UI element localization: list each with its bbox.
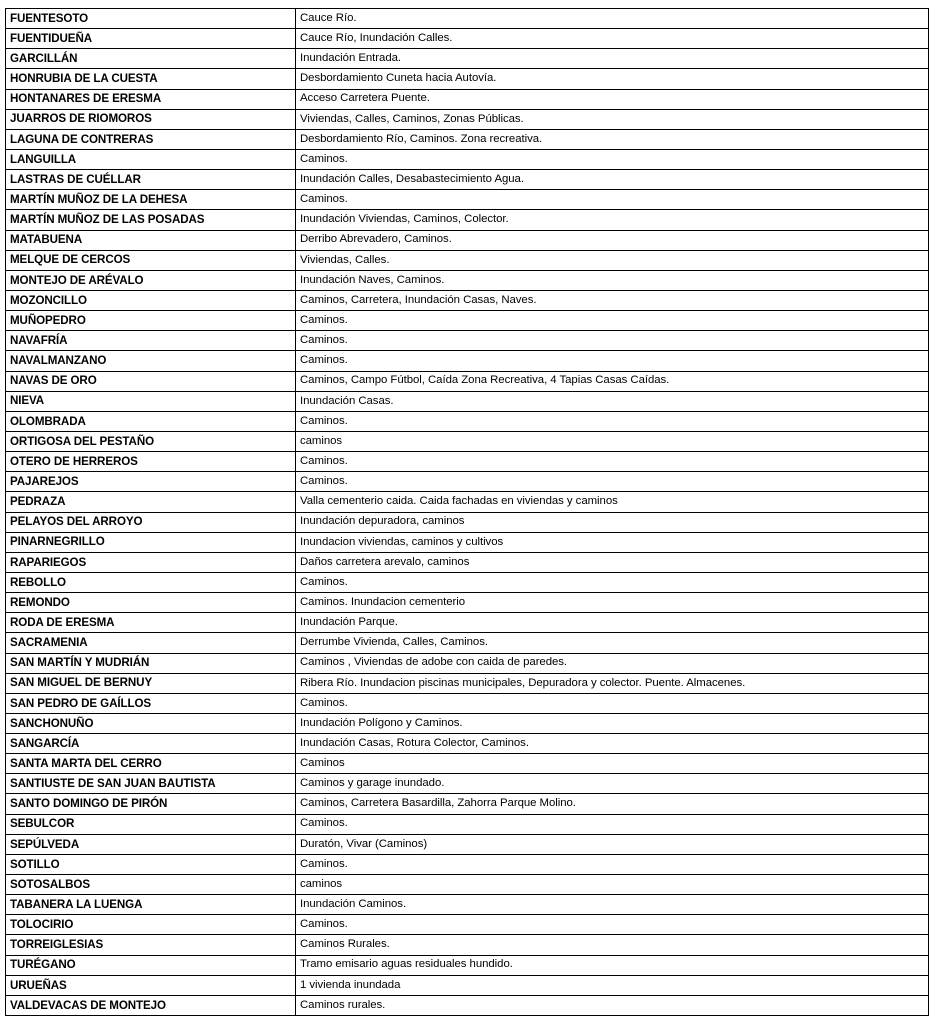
damage-description: Derribo Abrevadero, Caminos. xyxy=(296,230,929,250)
municipality-name: TORREIGLESIAS xyxy=(6,935,296,955)
damage-description: Inundación Parque. xyxy=(296,613,929,633)
municipality-name: RAPARIEGOS xyxy=(6,552,296,572)
table-row xyxy=(6,854,929,874)
damage-description: Caminos y garage inundado. xyxy=(296,774,929,794)
table-row xyxy=(6,391,929,411)
table-row xyxy=(6,230,929,250)
municipality-name: SEBULCOR xyxy=(6,814,296,834)
damage-description: Caminos. xyxy=(296,351,929,371)
municipality-name: OLOMBRADA xyxy=(6,411,296,431)
table-row xyxy=(6,129,929,149)
municipality-name: MATABUENA xyxy=(6,230,296,250)
damage-description: Inundación depuradora, caminos xyxy=(296,512,929,532)
municipality-name: SEPÚLVEDA xyxy=(6,834,296,854)
municipality-name: HONRUBIA DE LA CUESTA xyxy=(6,69,296,89)
damage-description: Caminos. xyxy=(296,693,929,713)
table-row xyxy=(6,290,929,310)
table-row xyxy=(6,754,929,774)
municipality-name: JUARROS DE RIOMOROS xyxy=(6,109,296,129)
damage-description: Viviendas, Calles. xyxy=(296,250,929,270)
municipality-damage-table xyxy=(5,8,929,1016)
municipality-name: NIEVA xyxy=(6,391,296,411)
table-row xyxy=(6,49,929,69)
damage-description: Caminos. xyxy=(296,331,929,351)
table-row xyxy=(6,653,929,673)
municipality-name: MARTÍN MUÑOZ DE LA DEHESA xyxy=(6,190,296,210)
table-row xyxy=(6,149,929,169)
damage-description: Caminos, Campo Fútbol, Caída Zona Recreativa, 4 Tapias Casas Caídas. xyxy=(296,371,929,391)
damage-description: Caminos. Inundacion cementerio xyxy=(296,593,929,613)
table-row xyxy=(6,794,929,814)
damage-description: Caminos. xyxy=(296,190,929,210)
table-row xyxy=(6,734,929,754)
damage-description: Caminos. xyxy=(296,452,929,472)
municipality-name: LANGUILLA xyxy=(6,149,296,169)
table-row xyxy=(6,29,929,49)
municipality-name: NAVAS DE ORO xyxy=(6,371,296,391)
table-row xyxy=(6,351,929,371)
damage-description: Caminos. xyxy=(296,411,929,431)
municipality-name: RODA DE ERESMA xyxy=(6,613,296,633)
municipality-name: FUENTIDUEÑA xyxy=(6,29,296,49)
table-row xyxy=(6,915,929,935)
damage-description: Caminos xyxy=(296,754,929,774)
municipality-name: SAN MIGUEL DE BERNUY xyxy=(6,673,296,693)
damage-description: Caminos. xyxy=(296,572,929,592)
damage-description: Inundación Entrada. xyxy=(296,49,929,69)
municipality-name: SAN PEDRO DE GAÍLLOS xyxy=(6,693,296,713)
municipality-name: SACRAMENIA xyxy=(6,633,296,653)
municipality-name: GARCILLÁN xyxy=(6,49,296,69)
municipality-name: SANTO DOMINGO DE PIRÓN xyxy=(6,794,296,814)
table-row xyxy=(6,814,929,834)
damage-description: Acceso Carretera Puente. xyxy=(296,89,929,109)
damage-description: Inundacion viviendas, caminos y cultivos xyxy=(296,532,929,552)
damage-description: Duratón, Vivar (Caminos) xyxy=(296,834,929,854)
table-row xyxy=(6,512,929,532)
municipality-name: PELAYOS DEL ARROYO xyxy=(6,512,296,532)
table-row xyxy=(6,9,929,29)
damage-description: Caminos. xyxy=(296,814,929,834)
municipality-name: HONTANARES DE ERESMA xyxy=(6,89,296,109)
municipality-name: MONTEJO DE ARÉVALO xyxy=(6,270,296,290)
table-row xyxy=(6,492,929,512)
table-row xyxy=(6,975,929,995)
table-body xyxy=(6,9,929,1016)
damage-description: Inundación Polígono y Caminos. xyxy=(296,713,929,733)
table-row xyxy=(6,552,929,572)
damage-description: Caminos Rurales. xyxy=(296,935,929,955)
table-row xyxy=(6,89,929,109)
table-row xyxy=(6,472,929,492)
damage-description: Caminos, Carretera, Inundación Casas, Naves. xyxy=(296,290,929,310)
damage-description: Caminos rurales. xyxy=(296,995,929,1015)
municipality-name: LAGUNA DE CONTRERAS xyxy=(6,129,296,149)
municipality-name: MARTÍN MUÑOZ DE LAS POSADAS xyxy=(6,210,296,230)
damage-description: Ribera Río. Inundacion piscinas municipales, Depuradora y colector. Puente. Almacenes. xyxy=(296,673,929,693)
table-row xyxy=(6,774,929,794)
table-row xyxy=(6,411,929,431)
table-row xyxy=(6,371,929,391)
municipality-name: VALDEVACAS DE MONTEJO xyxy=(6,995,296,1015)
municipality-name: TABANERA LA LUENGA xyxy=(6,895,296,915)
municipality-name: PEDRAZA xyxy=(6,492,296,512)
damage-description: Caminos, Carretera Basardilla, Zahorra Parque Molino. xyxy=(296,794,929,814)
municipality-name: NAVALMANZANO xyxy=(6,351,296,371)
damage-description: Inundación Naves, Caminos. xyxy=(296,270,929,290)
table-row xyxy=(6,875,929,895)
municipality-name: URUEÑAS xyxy=(6,975,296,995)
municipality-name: REBOLLO xyxy=(6,572,296,592)
municipality-name: NAVAFRÍA xyxy=(6,331,296,351)
table-row xyxy=(6,572,929,592)
municipality-name: SANTIUSTE DE SAN JUAN BAUTISTA xyxy=(6,774,296,794)
damage-description: Valla cementerio caida. Caida fachadas en viviendas y caminos xyxy=(296,492,929,512)
damage-description: Desbordamiento Río, Caminos. Zona recreativa. xyxy=(296,129,929,149)
table-row xyxy=(6,693,929,713)
table-row xyxy=(6,935,929,955)
table-row xyxy=(6,250,929,270)
municipality-name: MUÑOPEDRO xyxy=(6,311,296,331)
damage-description: Caminos. xyxy=(296,915,929,935)
damage-description: Desbordamiento Cuneta hacia Autovía. xyxy=(296,69,929,89)
table-row xyxy=(6,895,929,915)
damage-description: Inundación Calles, Desabastecimiento Agua. xyxy=(296,170,929,190)
table-row xyxy=(6,69,929,89)
municipality-name: LASTRAS DE CUÉLLAR xyxy=(6,170,296,190)
municipality-name: MOZONCILLO xyxy=(6,290,296,310)
municipality-name: TURÉGANO xyxy=(6,955,296,975)
municipality-name: SAN MARTÍN Y MUDRIÁN xyxy=(6,653,296,673)
municipality-name: SANCHONUÑO xyxy=(6,713,296,733)
damage-description: Tramo emisario aguas residuales hundido. xyxy=(296,955,929,975)
damage-description: Derrumbe Vivienda, Calles, Caminos. xyxy=(296,633,929,653)
municipality-name: REMONDO xyxy=(6,593,296,613)
table-row xyxy=(6,109,929,129)
table-row xyxy=(6,170,929,190)
municipality-name: MELQUE DE CERCOS xyxy=(6,250,296,270)
municipality-name: PAJAREJOS xyxy=(6,472,296,492)
table-row xyxy=(6,532,929,552)
damage-description: Inundación Viviendas, Caminos, Colector. xyxy=(296,210,929,230)
table-row xyxy=(6,995,929,1015)
damage-description: Caminos. xyxy=(296,854,929,874)
municipality-name: FUENTESOTO xyxy=(6,9,296,29)
damage-description: caminos xyxy=(296,431,929,451)
municipality-name: ORTIGOSA DEL PESTAÑO xyxy=(6,431,296,451)
damage-description: Inundación Casas. xyxy=(296,391,929,411)
municipality-name: OTERO DE HERREROS xyxy=(6,452,296,472)
table-row xyxy=(6,431,929,451)
table-row xyxy=(6,834,929,854)
damage-description: Daños carretera arevalo, caminos xyxy=(296,552,929,572)
municipality-name: SANGARCÍA xyxy=(6,734,296,754)
damage-description: 1 vivienda inundada xyxy=(296,975,929,995)
damage-description: caminos xyxy=(296,875,929,895)
municipality-name: PINARNEGRILLO xyxy=(6,532,296,552)
table-row xyxy=(6,190,929,210)
damage-description: Caminos. xyxy=(296,472,929,492)
damage-description: Caminos. xyxy=(296,149,929,169)
damage-description: Caminos , Viviendas de adobe con caida de paredes. xyxy=(296,653,929,673)
damage-description: Cauce Río. xyxy=(296,9,929,29)
table-row xyxy=(6,633,929,653)
damage-description: Viviendas, Calles, Caminos, Zonas Públicas. xyxy=(296,109,929,129)
damage-description: Inundación Caminos. xyxy=(296,895,929,915)
damage-description: Inundación Casas, Rotura Colector, Caminos. xyxy=(296,734,929,754)
municipality-name: SANTA MARTA DEL CERRO xyxy=(6,754,296,774)
table-row xyxy=(6,613,929,633)
municipality-name: TOLOCIRIO xyxy=(6,915,296,935)
table-row xyxy=(6,311,929,331)
table-row xyxy=(6,955,929,975)
table-row xyxy=(6,713,929,733)
table-row xyxy=(6,270,929,290)
table-row xyxy=(6,452,929,472)
damage-description: Cauce Río, Inundación Calles. xyxy=(296,29,929,49)
damage-description: Caminos. xyxy=(296,311,929,331)
table-row xyxy=(6,210,929,230)
municipality-name: SOTILLO xyxy=(6,854,296,874)
table-row xyxy=(6,331,929,351)
municipality-name: SOTOSALBOS xyxy=(6,875,296,895)
table-row xyxy=(6,593,929,613)
table-row xyxy=(6,673,929,693)
